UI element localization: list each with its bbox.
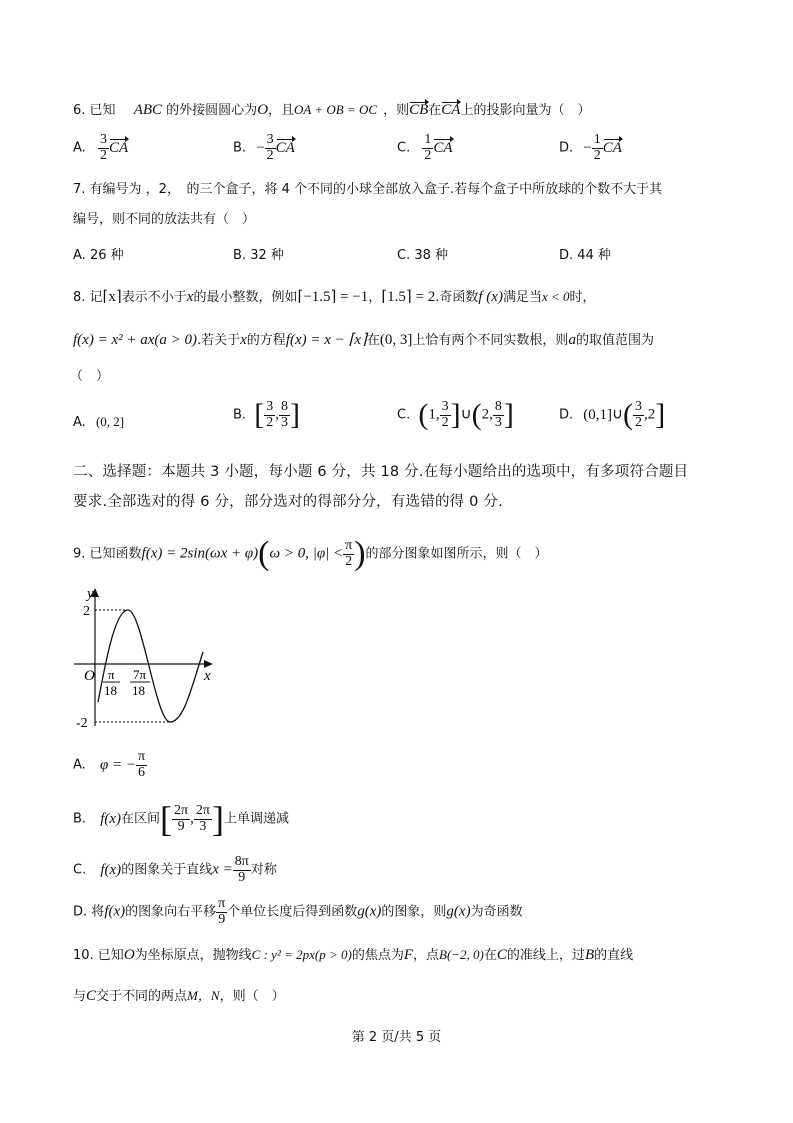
right-bracket: ]: [655, 398, 666, 431]
q7-option-a[interactable]: [73, 244, 124, 263]
right-bracket: ]: [450, 398, 461, 431]
option-text: 的图象，则: [381, 904, 447, 920]
question-7-line-1: 7. 有编号为 ，2， 的三个盒子，将 4 个不同的小球全部放入盒子.若每个盒子中所放球的个数不大于其: [73, 182, 663, 197]
q6-option-d[interactable]: [559, 133, 622, 163]
q6-text-4: 在: [428, 103, 442, 118]
q8-text: 的最小整数，例如: [193, 290, 298, 305]
option-label: A.: [73, 415, 86, 430]
q8-interval: (0, 3]: [379, 332, 413, 348]
q8-text: 的方程: [246, 333, 286, 348]
numerator: 3: [266, 398, 274, 414]
denominator: 6: [138, 764, 146, 780]
q10-point-b: B(−2, 0): [439, 947, 484, 962]
q6-option-c[interactable]: [397, 133, 453, 163]
option-label: D.: [559, 248, 574, 263]
union-symbol: ∪: [460, 406, 472, 423]
numerator: 8π: [234, 854, 249, 869]
denominator: 2: [345, 553, 353, 569]
option-text: 44 种: [577, 248, 611, 263]
q10-curve: C: [86, 988, 97, 1004]
option-label: C.: [397, 248, 411, 263]
section-2-line-2: 要求.全部选对的得 6 分，部分选对的得部分分，有选错的得 0 分.: [73, 494, 503, 510]
section-2-line-1: 二、选择题：本题共 3 小题，每小题 6 分，共 18 分.在每小题给出的选项中，有多项符合题目: [73, 464, 689, 480]
numerator: 8: [494, 398, 502, 414]
q8-text: 的取值范围为: [575, 333, 654, 348]
left-paren: (: [623, 398, 634, 431]
page-footer: 第 2 页/共 5 页: [351, 1030, 442, 1045]
q10-curve: C: [496, 947, 507, 963]
numerator: 2π: [174, 802, 189, 818]
q6-text-5: 上的投影向量为（ ）: [460, 103, 591, 118]
q10-focus: F: [403, 947, 413, 963]
q6-text-1: 的外接圆圆心为: [166, 103, 258, 118]
q9-option-d[interactable]: [73, 897, 523, 927]
q8-text: .若关于: [196, 333, 241, 348]
tick-1-den: 18: [104, 683, 117, 698]
option-function: g(x): [446, 903, 471, 920]
x-axis-label: x: [204, 668, 211, 684]
tick-2-den: 18: [132, 683, 145, 698]
option-function: f(x): [100, 810, 122, 827]
option-text: 32 种: [250, 248, 284, 263]
q8-var-x: x: [186, 289, 194, 305]
q10-point: B: [584, 947, 595, 963]
question-8-line-3: （ ）: [70, 369, 110, 384]
right-bracket: ]: [211, 799, 224, 839]
option-label: D.: [73, 904, 88, 920]
q8-example-2: ⌈1.5⌉ = 2: [381, 289, 436, 305]
option-label: B.: [233, 407, 247, 423]
fraction: [172, 804, 190, 834]
interval-1: (0,1]: [583, 406, 613, 423]
denominator: 2: [441, 414, 449, 430]
denominator: 2: [99, 147, 107, 163]
q8-text: 时，: [569, 290, 596, 305]
q8-function: f (x): [478, 289, 503, 305]
numerator: 3: [441, 398, 449, 414]
q8-option-a[interactable]: [73, 414, 124, 430]
q10-points-mn: M，N: [187, 988, 220, 1003]
interval-start: 1,: [428, 406, 440, 423]
q10-text: ，点: [413, 948, 440, 963]
option-label: B.: [73, 811, 87, 827]
q10-text: 的准线上，过: [506, 948, 585, 963]
q10-parabola: C : y² = 2px(p > 0): [251, 947, 352, 962]
option-text: 的图象关于直线: [121, 862, 213, 878]
denominator: 9: [238, 869, 246, 885]
denominator: 2: [593, 147, 601, 163]
q6-vector-equation: OA + OB = OC: [294, 102, 378, 117]
option-text: (0, 2]: [95, 414, 125, 429]
q6-triangle: ABC: [133, 102, 163, 118]
option-lhs: φ = −: [99, 756, 136, 773]
q10-text: 在: [483, 948, 497, 963]
q10-text: 交于不同的两点: [96, 989, 188, 1004]
q9-condition: ω > 0, |φ| <: [269, 545, 344, 562]
fraction: [265, 133, 276, 163]
numerator: π: [137, 749, 146, 764]
left-paren: (: [258, 535, 270, 572]
q8-text: 在: [366, 333, 380, 348]
question-9-stem: [73, 537, 548, 571]
option-label: A.: [73, 140, 86, 156]
right-bracket: ]: [503, 398, 514, 431]
right-paren: ): [354, 535, 366, 572]
q8-example-1: ⌈−1.5⌉ = −1: [297, 289, 369, 305]
interval-end: ,2: [644, 406, 656, 423]
fraction: [440, 400, 451, 430]
denominator: 2: [424, 147, 432, 163]
q9-text: 9. 已知函数: [73, 546, 142, 562]
q8-var-x: x: [240, 332, 247, 348]
q8-ceil-notation: ⌈x⌉: [102, 289, 122, 305]
left-bracket: [: [160, 799, 173, 839]
left-bracket: [: [254, 398, 265, 431]
option-function: f(x): [100, 861, 122, 878]
q10-number: 10. 已知: [73, 948, 124, 963]
q9-option-a[interactable]: [73, 750, 147, 780]
y-min-label: -2: [76, 716, 88, 728]
q10-text: ，则（ ）: [219, 989, 285, 1004]
option-text: 在区间: [121, 811, 161, 827]
question-8-line-1: [73, 290, 596, 305]
interval-start: 2,: [481, 406, 493, 423]
question-10-line-2: [73, 989, 285, 1004]
q8-option-b[interactable]: [233, 398, 300, 432]
q6-vector-cb: CB: [409, 102, 429, 118]
option-text: 26 种: [89, 248, 124, 263]
numerator: π: [345, 537, 353, 553]
question-8-line-2: [73, 333, 654, 348]
option-text: 为奇函数: [470, 904, 523, 920]
fraction: [343, 539, 354, 569]
q8-equation: f(x) = x − ⌈x⌉: [285, 332, 367, 348]
q8-option-c[interactable]: [397, 398, 514, 432]
tick-2-num: 7π: [133, 667, 147, 682]
option-function: g(x): [357, 903, 382, 920]
tick-1-num: π: [108, 667, 115, 682]
numerator: 1: [424, 132, 432, 147]
q9-function: f(x) = 2sin(ωx + φ): [141, 545, 259, 562]
comma: ,: [190, 810, 194, 827]
option-text: 对称: [250, 862, 277, 878]
option-label: C.: [397, 407, 411, 423]
union-symbol: ∪: [612, 406, 624, 423]
right-bracket: ]: [289, 398, 300, 431]
sign: −: [256, 139, 265, 156]
option-text: 的图象向右平移: [125, 904, 217, 920]
option-label: A.: [73, 248, 86, 263]
vector-ca: CA: [108, 139, 129, 156]
option-label: B.: [233, 248, 247, 263]
question-6-stem: [73, 103, 590, 118]
q8-text: .奇函数: [435, 290, 479, 305]
fraction: [264, 400, 275, 430]
q8-text: 表示不小于: [121, 290, 187, 305]
fraction: [98, 133, 109, 163]
fraction: [633, 400, 644, 430]
option-text: 38 种: [414, 248, 449, 263]
denominator: 3: [280, 414, 288, 430]
numerator: 1: [593, 132, 601, 147]
numerator: 3: [266, 132, 274, 147]
q7-option-d[interactable]: [559, 244, 611, 263]
option-function: f(x): [104, 903, 126, 920]
q8-var-a: a: [568, 332, 576, 348]
fraction: [493, 400, 504, 430]
q9-option-c[interactable]: [73, 855, 277, 885]
left-paren: (: [471, 398, 482, 431]
q7-option-c[interactable]: [397, 244, 448, 263]
fraction: [136, 750, 147, 780]
option-text: 上单调递减: [223, 811, 289, 827]
q8-text: 满足当: [502, 290, 542, 305]
question-10-line-1: [73, 948, 633, 963]
q6-option-b[interactable]: [233, 133, 295, 163]
denominator: 2: [266, 414, 274, 430]
fraction: [233, 855, 251, 885]
option-text: 个单位长度后得到函数: [227, 904, 358, 920]
q9-text: 的部分图象如图所示，则（ ）: [365, 546, 548, 562]
option-label: D.: [559, 407, 574, 423]
question-7-line-2: 编号，则不同的放法共有（ ）: [73, 212, 256, 227]
q8-text: ，: [368, 290, 382, 305]
y-max-label: 2: [83, 604, 90, 619]
y-axis-label: y: [87, 586, 94, 602]
numerator: 3: [99, 132, 107, 147]
option-label: C.: [73, 862, 87, 878]
comma: ,: [275, 406, 279, 423]
q9-option-b[interactable]: [73, 798, 289, 840]
numerator: 8: [280, 398, 288, 414]
q8-function-def: f(x) = x² + ax(a > 0): [73, 332, 197, 348]
q8-condition: x < 0: [541, 289, 570, 304]
option-label: C.: [397, 140, 411, 156]
option-label: D.: [559, 140, 574, 156]
vector-ca: CA: [602, 139, 622, 156]
vector-ca: CA: [433, 139, 453, 156]
q6-text-3: ，则: [383, 103, 410, 118]
q6-number: 6. 已知: [73, 103, 116, 118]
option-text: 将: [91, 904, 105, 920]
q10-text: 为坐标原点，抛物线: [134, 948, 252, 963]
q8-number: 8. 记: [73, 290, 103, 305]
sine-curve: [98, 610, 203, 722]
fraction: [194, 804, 212, 834]
sine-graph: [70, 586, 220, 728]
option-label: A.: [73, 757, 86, 773]
fraction: [279, 400, 290, 430]
q10-origin: O: [123, 947, 135, 963]
option-lhs: x =: [212, 861, 233, 878]
q6-vector-ca: CA: [441, 102, 461, 118]
q6-center: O: [257, 102, 269, 118]
q10-text: 与: [73, 989, 87, 1004]
fraction: [216, 897, 227, 927]
q6-option-a[interactable]: [73, 133, 128, 163]
denominator: 9: [177, 818, 185, 834]
vector-ca: CA: [275, 139, 295, 156]
numerator: 3: [635, 398, 643, 414]
denominator: 3: [494, 414, 502, 430]
q8-option-d[interactable]: [559, 398, 665, 432]
q10-text: 的焦点为: [351, 948, 404, 963]
sign: −: [583, 139, 592, 156]
origin-label: O: [84, 668, 95, 684]
left-paren: (: [418, 398, 429, 431]
denominator: 2: [635, 414, 643, 430]
q6-text-2: ，且: [268, 103, 295, 118]
q10-text: 的直线: [594, 948, 634, 963]
numerator: 2π: [195, 802, 210, 818]
q7-option-b[interactable]: [233, 244, 284, 263]
q8-text: 上恰有两个不同实数根，则: [412, 333, 569, 348]
denominator: 9: [218, 911, 226, 927]
fraction: [592, 133, 603, 163]
denominator: 3: [199, 818, 207, 834]
option-label: B.: [233, 140, 247, 156]
numerator: π: [218, 896, 226, 911]
x-axis-arrow: [204, 660, 213, 668]
fraction: [422, 133, 433, 163]
denominator: 2: [266, 147, 274, 163]
